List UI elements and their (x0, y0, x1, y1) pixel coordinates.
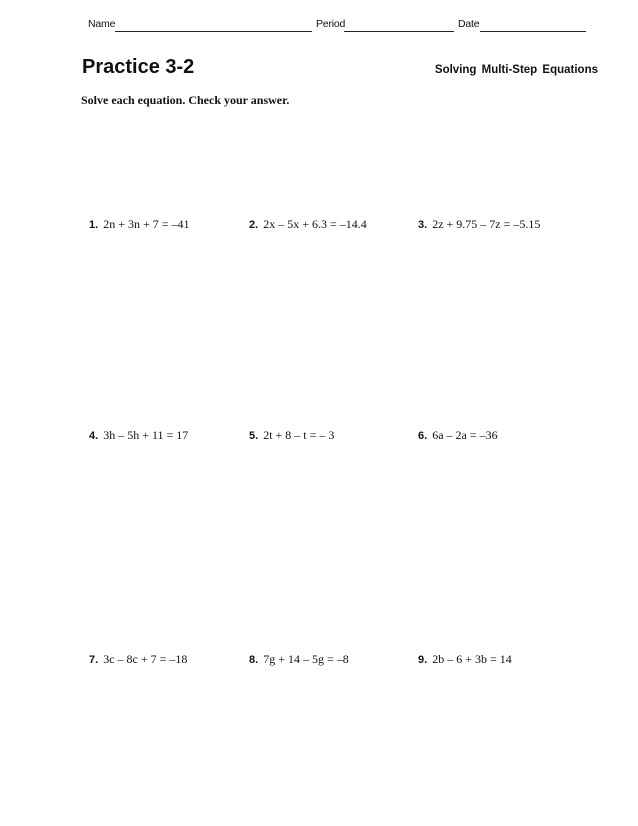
equation: 2t + 8 – t = – 3 (263, 428, 335, 442)
problem-number: 4. (89, 430, 99, 442)
page-title: Practice 3-2 (82, 56, 195, 78)
page-subtitle: Solving Multi-Step Equations (434, 64, 598, 76)
problem-5 (249, 428, 334, 443)
header-fields (88, 14, 588, 34)
problem-7 (89, 652, 187, 667)
period-blank[interactable] (344, 31, 454, 32)
equation: 6a – 2a = –36 (432, 428, 498, 442)
name-blank[interactable] (115, 31, 312, 32)
problem-1 (89, 217, 190, 232)
problem-number: 3. (418, 219, 428, 231)
instructions: Solve each equation. Check your answer. (81, 93, 290, 107)
problem-number: 7. (89, 654, 99, 666)
problem-2 (249, 217, 367, 232)
equation: 3h – 5h + 11 = 17 (103, 428, 189, 442)
name-label: Name (88, 18, 116, 30)
equation: 3c – 8c + 7 = –18 (103, 652, 188, 666)
problem-8 (249, 652, 349, 667)
problem-6 (418, 428, 498, 443)
equation: 7g + 14 – 5g = –8 (263, 652, 349, 666)
date-label: Date (458, 18, 480, 30)
problem-number: 5. (249, 430, 259, 442)
problem-9 (418, 652, 512, 667)
problem-number: 6. (418, 430, 428, 442)
date-blank[interactable] (480, 31, 586, 32)
problem-number: 2. (249, 219, 259, 231)
equation: 2n + 3n + 7 = –41 (103, 217, 190, 231)
equation: 2b – 6 + 3b = 14 (432, 652, 512, 666)
equation: 2x – 5x + 6.3 = –14.4 (263, 217, 367, 231)
problem-number: 8. (249, 654, 259, 666)
equation: 2z + 9.75 – 7z = –5.15 (432, 217, 541, 231)
problem-3 (418, 217, 540, 232)
period-label: Period (316, 18, 346, 30)
problem-number: 1. (89, 219, 99, 231)
problem-number: 9. (418, 654, 428, 666)
problem-4 (89, 428, 188, 443)
